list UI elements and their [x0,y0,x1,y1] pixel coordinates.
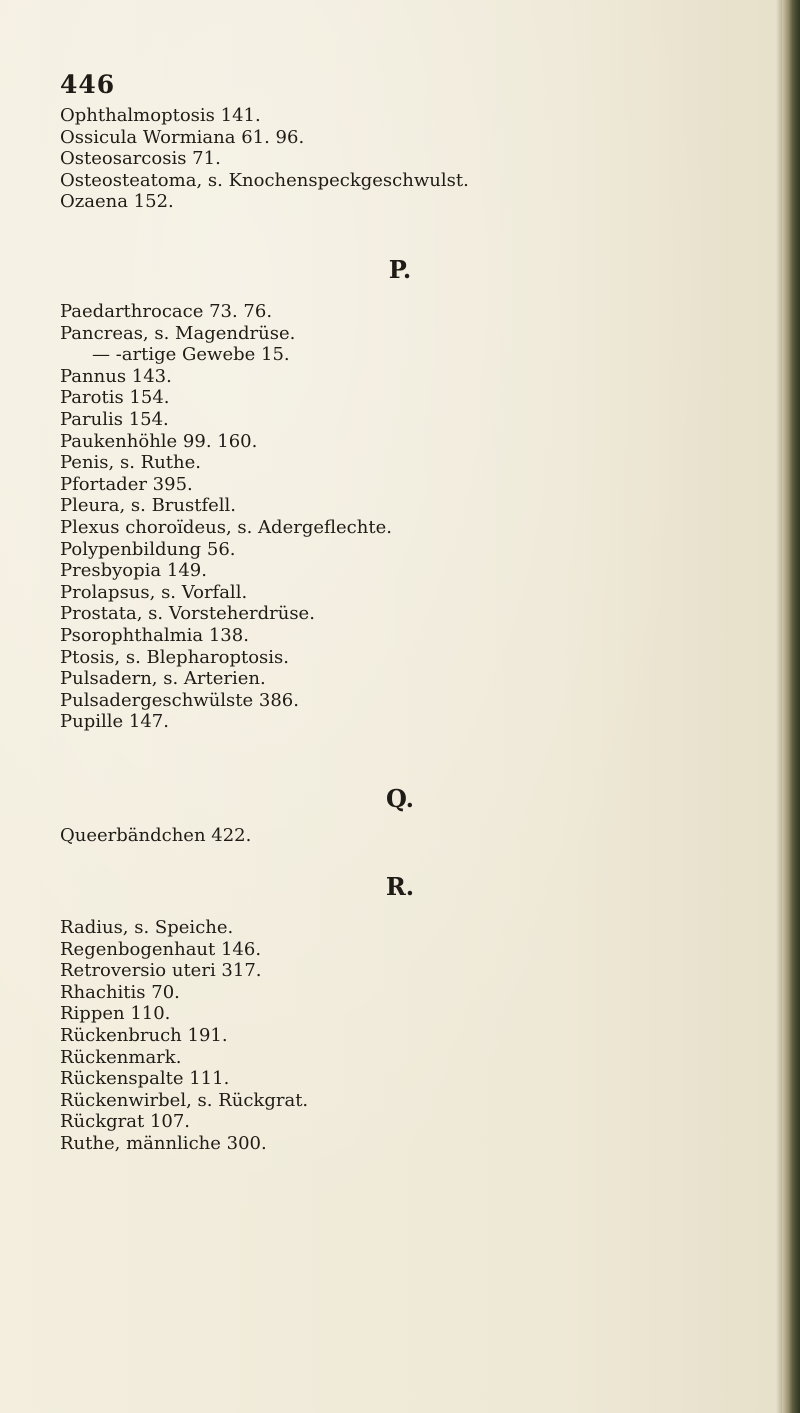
section-letter-r: R. [385,872,415,901]
index-entry: Paukenhöhle 99. 160. [60,430,258,452]
index-entry: Ptosis, s. Blepharoptosis. [60,646,290,668]
index-entry: Pfortader 395. [60,473,193,495]
index-entry: Ruthe, männliche 300. [60,1132,267,1154]
page-number: 446 [60,70,116,99]
book-binding [782,0,800,1413]
index-section-o [60,105,740,213]
index-entry: Pupille 147. [60,711,169,733]
index-entry: Ozaena 152. [60,191,174,213]
index-entry: Parulis 154. [60,408,169,430]
section-letter-p: P. [388,255,412,284]
index-entry: Retroversio uteri 317. [60,960,262,982]
index-entry: Paedarthrocace 73. 76. [60,301,273,322]
index-entry: Rückenspalte 111. [60,1068,230,1090]
index-entry: Rückenbruch 191. [60,1024,228,1046]
index-entry: Plexus choroïdeus, s. Adergeflechte. [60,516,392,538]
index-entry: Rückenwirbel, s. Rückgrat. [60,1089,309,1111]
index-entry: Prostata, s. Vorsteherdrüse. [60,603,315,625]
index-entry: Ossicula Wormiana 61. 96. [60,126,305,148]
index-entry: Rückenmark. [60,1046,182,1068]
index-entry: Penis, s. Ruthe. [60,452,202,474]
index-entry: Pulsadern, s. Arterien. [60,668,266,690]
index-entry: Prolapsus, s. Vorfall. [60,581,248,603]
index-entry: Pancreas, s. Magendrüse. [60,322,296,344]
index-section-p [60,301,740,733]
index-entry: Rippen 110. [60,1003,171,1025]
index-entry: Pulsadergeschwülste 386. [60,689,299,711]
index-entry: Polypenbildung 56. [60,538,236,560]
index-entry: Osteosarcosis 71. [60,148,221,170]
index-entry: Rückgrat 107. [60,1111,191,1133]
index-entry: Osteosteatoma, s. Knochenspeckgeschwulst. [60,169,469,191]
index-section-q [60,825,740,847]
index-entry: Pannus 143. [60,365,172,387]
index-entry: Regenbogenhaut 146. [60,938,262,960]
index-section-r [60,917,740,1155]
index-entry: Presbyopia 149. [60,560,207,582]
index-entry: Rhachitis 70. [60,981,180,1003]
index-entry: Psorophthalmia 138. [60,624,249,646]
index-entry: Queerbändchen 422. [60,825,252,846]
index-entry: Radius, s. Speiche. [60,917,234,938]
index-entry: Ophthalmoptosis 141. [60,105,261,126]
section-letter-q: Q. [385,784,415,813]
index-entry: — -artige Gewebe 15. [92,344,290,366]
index-entry: Parotis 154. [60,387,170,409]
index-entry: Pleura, s. Brustfell. [60,495,237,517]
